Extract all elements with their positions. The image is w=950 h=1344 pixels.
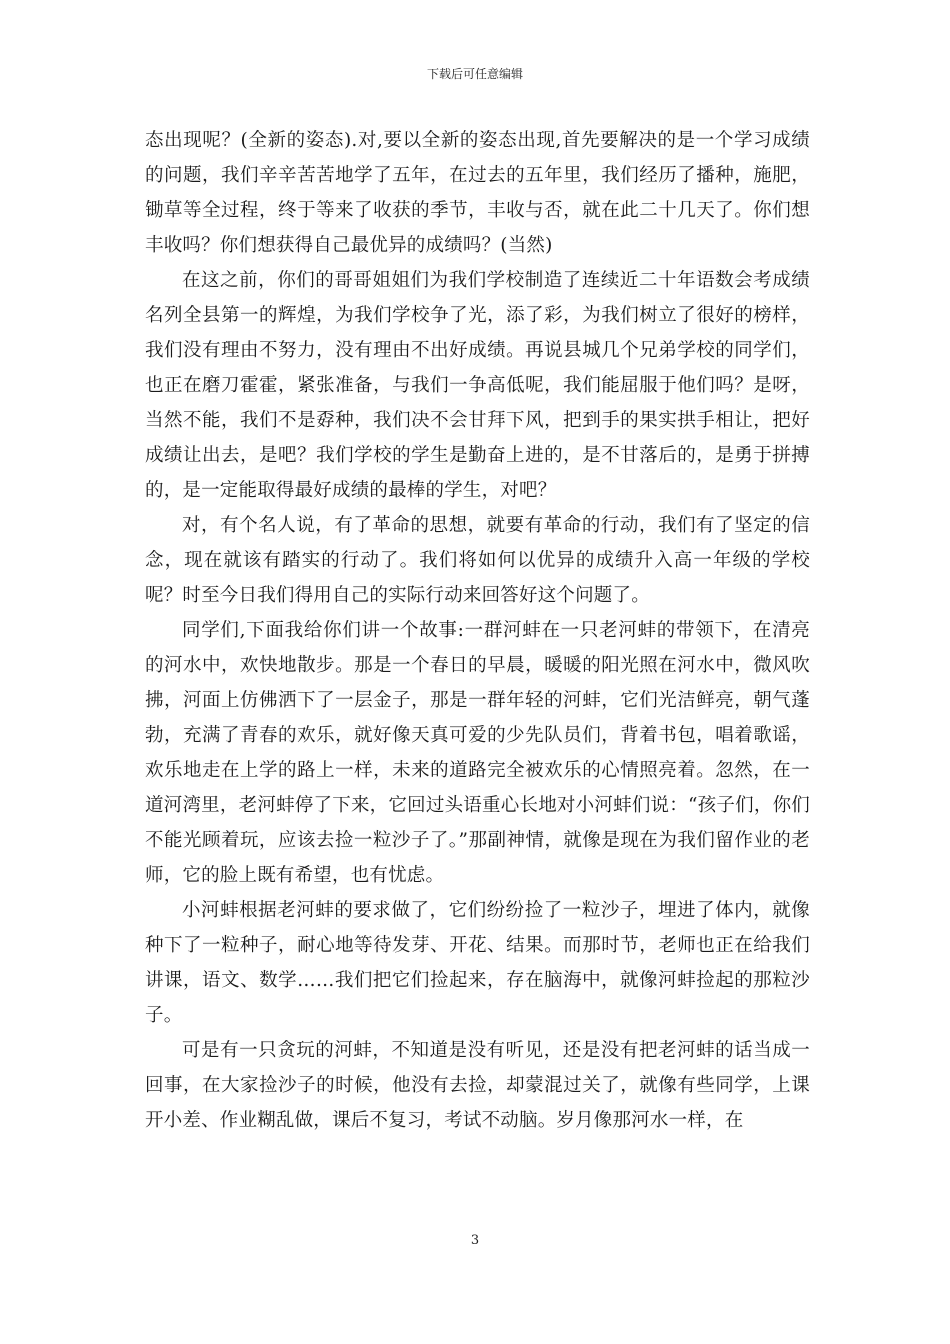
paragraph: 可是有一只贪玩的河蚌，不知道是没有听见，还是没有把老河蚌的话当成一回事，在大家捡沙子的时候，他没有去捡，却蒙混过关了，就像有些同学，上课开小差、作业糊乱做，课后不复习，考试不动脑。岁月像那河水一样，在	[145, 1040, 810, 1131]
page-header: 下载后可任意编辑	[426, 67, 523, 81]
paragraph: 在这之前，你们的哥哥姐姐们为我们学校制造了连续近二十年语数会考成绩名列全县第一的辉煌，为我们学校争了光，添了彩，为我们树立了很好的榜样，我们没有理由不努力，没有理由不出好成绩。再说县城几个兄弟学校的同学们，也正在磨刀霍霍，紧张准备，与我们一争高低呢，我们能屈服于他们吗？是呀，当然不能，我们不是孬种，我们决不会甘拜下风，把到手的果实拱手相让，把好成绩让出去，是吧？我们学校的学生是勤奋上进的，是不甘落后的，是勇于拼搏的，是一定能取得最好成绩的最棒的学生，对吧？	[145, 270, 810, 501]
paragraph: 对，有个名人说，有了革命的思想，就要有革命的行动，我们有了坚定的信念，现在就该有踏实的行动了。我们将如何以优异的成绩升入高一年级的学校呢？时至今日我们得用自己的实际行动来回答好这个问题了。	[145, 515, 810, 606]
document-body	[145, 123, 810, 1138]
paragraph: 态出现呢？(全新的姿态).对,要以全新的姿态出现,首先要解决的是一个学习成绩的问题，我们辛辛苦苦地学了五年，在过去的五年里，我们经历了播种，施肥，锄草等全过程，终于等来了收获的季节，丰收与否，就在此二十几天了。你们想丰收吗？你们想获得自己最优异的成绩吗？(当然)	[145, 130, 810, 256]
paragraph: 同学们,下面我给你们讲一个故事:一群河蚌在一只老河蚌的带领下，在清亮的河水中，欢快地散步。那是一个春日的早晨，暖暖的阳光照在河水中，微风吹拂，河面上仿佛洒下了一层金子，那是一群年轻的河蚌，它们光洁鲜亮，朝气蓬勃，充满了青春的欢乐，就好像天真可爱的少先队员们，背着书包，唱着歌谣，欢乐地走在上学的路上一样，未来的道路完全被欢乐的心情照亮着。忽然，在一道河湾里，老河蚌停了下来，它回过头语重心长地对小河蚌们说：“孩子们，你们不能光顾着玩，应该去捡一粒沙子了。”那副神情，就像是现在为我们留作业的老师，它的脸上既有希望，也有忧虑。	[145, 620, 810, 886]
page-number: 3	[470, 1233, 480, 1248]
paragraph: 小河蚌根据老河蚌的要求做了，它们纷纷捡了一粒沙子，埋进了体内，就像种下了一粒种子，耐心地等待发芽、开花、结果。而那时节，老师也正在给我们讲课，语文、数学……我们把它们捡起来，存在脑海中，就像河蚌捡起的那粒沙子。	[145, 900, 810, 1026]
